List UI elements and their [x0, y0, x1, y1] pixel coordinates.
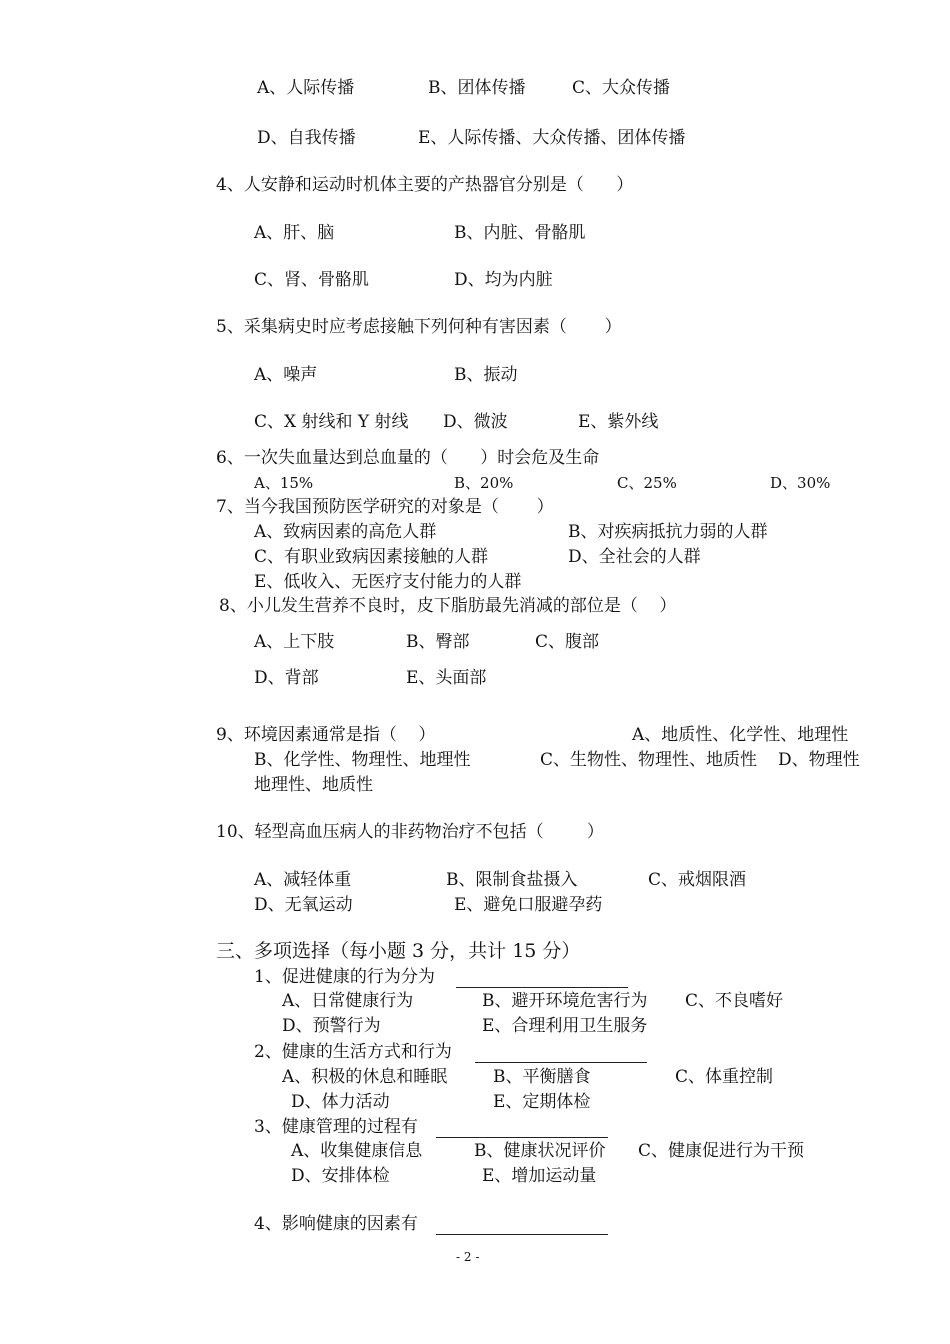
- mc2-option-b: B、平衡膳食: [493, 1067, 591, 1087]
- q5-option-d: D、微波: [443, 412, 508, 432]
- mc2-option-a: A、积极的休息和睡眠: [282, 1067, 448, 1087]
- q9-option-a: A、地质性、化学性、地理性: [632, 725, 849, 745]
- mc3-option-c: C、健康促进行为干预: [638, 1141, 805, 1161]
- q7-option-d: D、全社会的人群: [568, 547, 701, 567]
- mc3-option-b: B、健康状况评价: [474, 1141, 606, 1161]
- q9-option-d: D、物理性: [778, 750, 860, 770]
- mc3-option-e: E、增加运动量: [482, 1166, 597, 1186]
- q4-option-b: B、内脏、骨骼肌: [454, 223, 586, 243]
- page-number: - 2 -: [456, 1250, 480, 1264]
- section-3-heading: 三、多项选择（每小题 3 分，共计 15 分）: [216, 940, 581, 962]
- mc2-option-d: D、体力活动: [291, 1092, 390, 1112]
- q5-option-a: A、噪声: [254, 365, 318, 385]
- mc3-stem: 3、健康管理的过程有: [254, 1117, 418, 1137]
- q8-stem: 8、小儿发生营养不良时，皮下脂肪最先消减的部位是（ ）: [219, 596, 677, 616]
- q5-option-b: B、振动: [454, 365, 518, 385]
- q4-option-c: C、肾、骨骼肌: [254, 270, 370, 290]
- q7-option-b: B、对疾病抵抗力弱的人群: [568, 522, 768, 542]
- q4-option-a: A、肝、脑: [254, 223, 335, 243]
- q10-option-a: A、减轻体重: [254, 870, 352, 890]
- mc4-answer-blank[interactable]: [436, 1234, 608, 1235]
- q6-option-b: B、20%: [454, 474, 514, 492]
- q10-option-b: B、限制食盐摄入: [446, 870, 578, 890]
- q3-option-b: B、团体传播: [428, 78, 526, 98]
- mc2-option-e: E、定期体检: [493, 1092, 591, 1112]
- q7-option-a: A、致病因素的高危人群: [254, 522, 437, 542]
- q9-option-b: B、化学性、物理性、地理性: [254, 750, 471, 770]
- q7-option-c: C、有职业致病因素接触的人群: [254, 547, 489, 567]
- q3-option-e: E、人际传播、大众传播、团体传播: [418, 128, 686, 148]
- q8-option-d: D、背部: [254, 668, 319, 688]
- mc2-stem: 2、健康的生活方式和行为: [254, 1042, 452, 1062]
- q6-option-a: A、15%: [254, 474, 314, 492]
- q6-option-c: C、25%: [617, 474, 677, 492]
- q3-option-c: C、大众传播: [572, 78, 671, 98]
- q4-stem: 4、人安静和运动时机体主要的产热器官分别是（ ）: [216, 175, 634, 195]
- q3-option-a: A、人际传播: [257, 78, 355, 98]
- q9-stem: 9、环境因素通常是指（ ）: [216, 725, 436, 745]
- mc2-answer-blank[interactable]: [475, 1062, 647, 1063]
- q4-option-d: D、均为内脏: [454, 270, 553, 290]
- q6-stem: 6、一次失血量达到总血量的（ ）时会危及生命: [216, 448, 600, 468]
- q5-option-c: C、X 射线和 Y 射线: [254, 412, 409, 432]
- q9-option-d-continued: 地理性、地质性: [254, 775, 373, 795]
- mc1-option-b: B、避开环境危害行为: [482, 991, 648, 1011]
- mc1-option-a: A、日常健康行为: [282, 991, 414, 1011]
- mc3-option-a: A、收集健康信息: [291, 1141, 423, 1161]
- mc1-option-c: C、不良嗜好: [685, 991, 784, 1011]
- q5-option-e: E、紫外线: [578, 412, 659, 432]
- q5-stem: 5、采集病史时应考虑接触下列何种有害因素（ ）: [216, 317, 622, 337]
- mc3-option-d: D、安排体检: [291, 1166, 390, 1186]
- q8-option-e: E、头面部: [406, 668, 487, 688]
- q9-option-c: C、生物性、物理性、地质性: [540, 750, 758, 770]
- q8-option-a: A、上下肢: [254, 632, 335, 652]
- q10-stem: 10、轻型高血压病人的非药物治疗不包括（ ）: [216, 822, 604, 842]
- q10-option-c: C、戒烟限酒: [648, 870, 747, 890]
- mc2-option-c: C、体重控制: [675, 1067, 774, 1087]
- mc1-answer-blank[interactable]: [456, 987, 628, 988]
- q8-option-c: C、腹部: [535, 632, 600, 652]
- mc4-stem: 4、影响健康的因素有: [254, 1214, 418, 1234]
- q6-option-d: D、30%: [770, 474, 831, 492]
- mc3-answer-blank[interactable]: [436, 1137, 608, 1138]
- mc1-stem: 1、促进健康的行为分为: [254, 967, 435, 987]
- q10-option-d: D、无氧运动: [254, 895, 353, 915]
- q10-option-e: E、避免口服避孕药: [454, 895, 603, 915]
- q7-option-e: E、低收入、无医疗支付能力的人群: [254, 572, 522, 592]
- mc1-option-e: E、合理利用卫生服务: [482, 1016, 648, 1036]
- q8-option-b: B、臀部: [406, 632, 470, 652]
- q3-option-d: D、自我传播: [257, 128, 356, 148]
- q7-stem: 7、当今我国预防医学研究的对象是（ ）: [216, 497, 554, 517]
- mc1-option-d: D、预警行为: [282, 1016, 381, 1036]
